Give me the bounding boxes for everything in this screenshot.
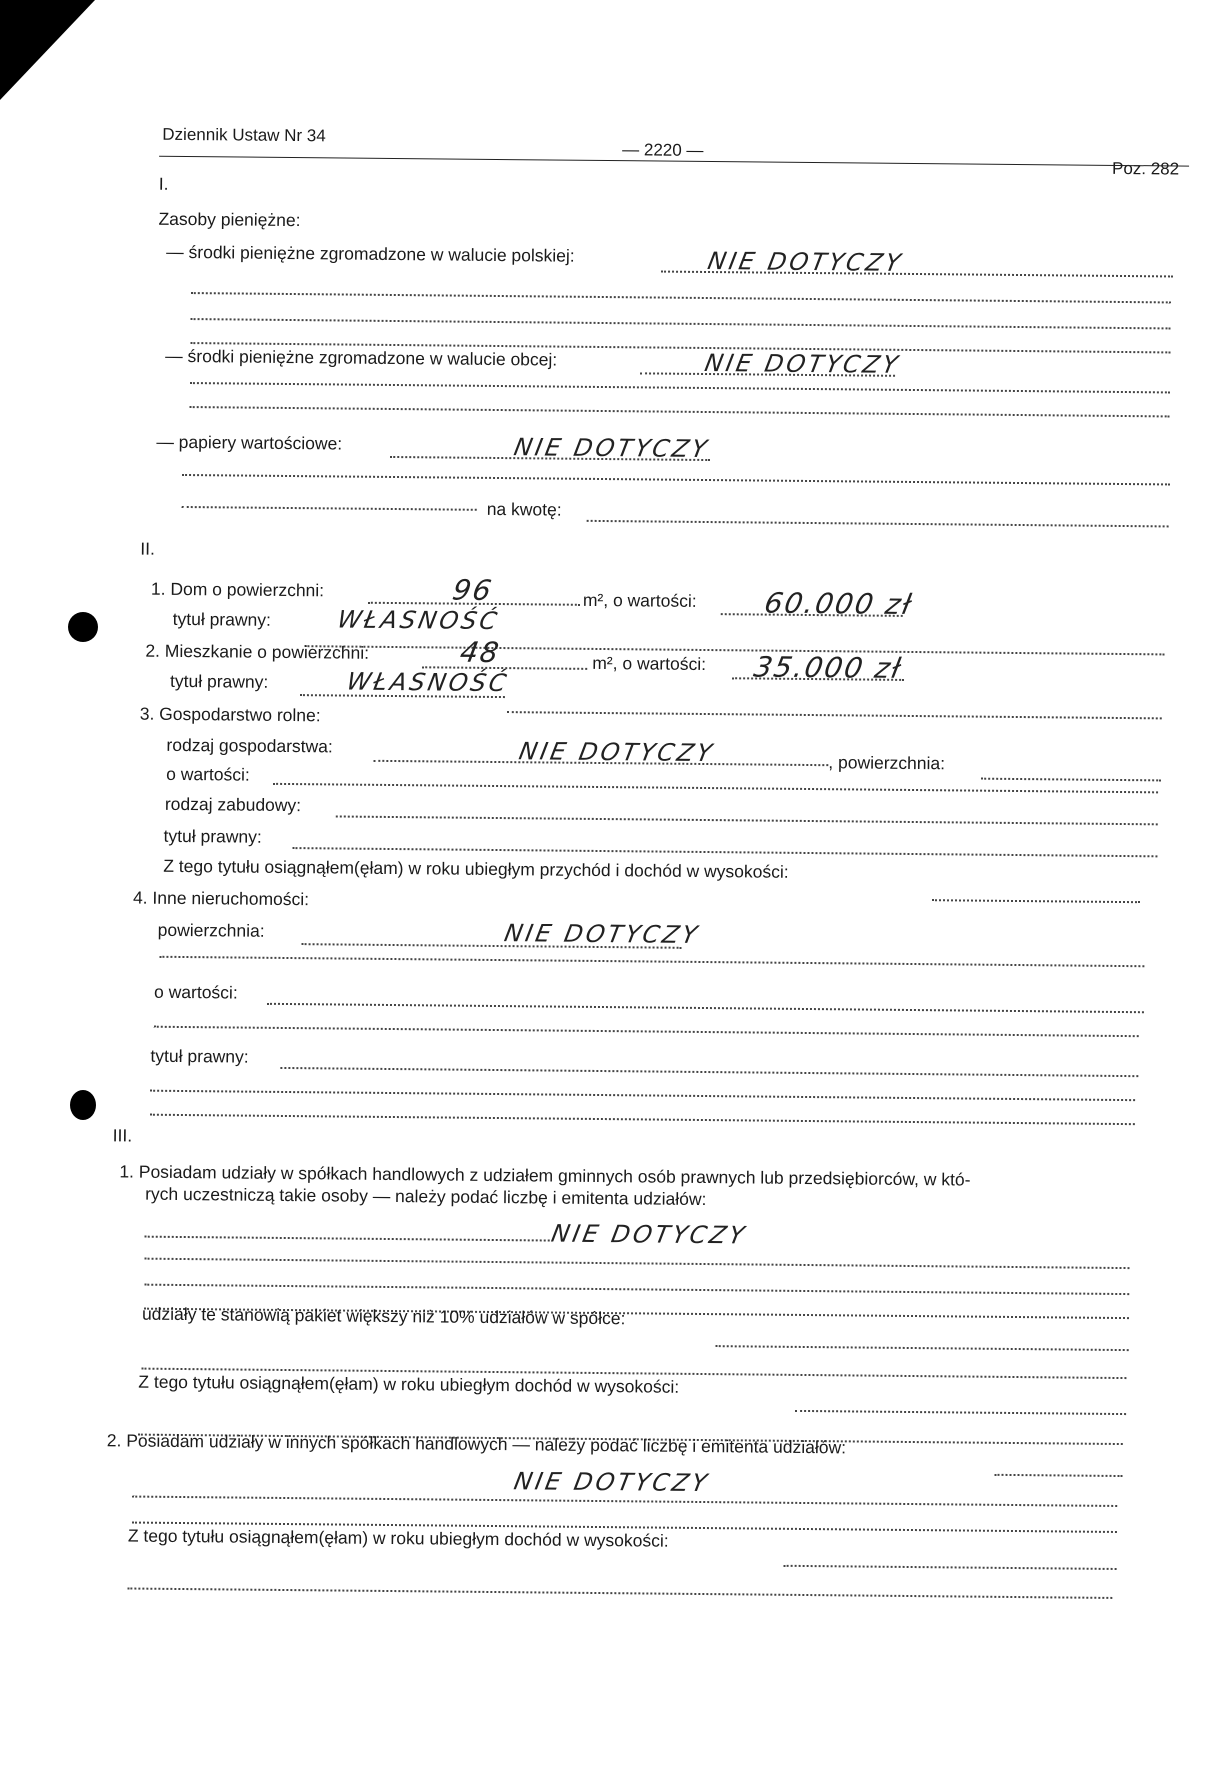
other-title-label: tytuł prawny: xyxy=(150,1045,249,1067)
other-area-value: NIE DOTYCZY xyxy=(502,919,703,949)
securities-label: — papiery wartościowe: xyxy=(156,431,343,454)
polish-currency-value: NIE DOTYCZY xyxy=(705,247,906,277)
flat-label: 2. Mieszkanie o powierzchni: xyxy=(145,640,370,663)
other-property-label: 4. Inne nieruchomości: xyxy=(132,887,310,910)
section-3-numeral: III. xyxy=(112,1125,133,1146)
flat-value-label: m², o wartości: xyxy=(592,652,707,675)
farm-title-line xyxy=(292,847,1157,857)
page-number: — 2220 — xyxy=(622,140,704,160)
farm-label: 3. Gospodarstwo rolne: xyxy=(139,703,321,726)
other-value-label: o wartości: xyxy=(154,981,238,1003)
dotted-line xyxy=(191,292,1171,303)
dotted-line xyxy=(144,1284,1129,1295)
section-2-numeral: II. xyxy=(140,538,156,559)
flat-area-value: 48 xyxy=(457,635,504,670)
dotted-line xyxy=(145,1236,550,1242)
securities-value: NIE DOTYCZY xyxy=(511,433,712,464)
shares-1-line-2: rych uczestniczą takie osoby — należy podać liczbę i emitenta udziałów: xyxy=(145,1183,707,1210)
shares-1-income-line xyxy=(795,1410,1126,1415)
dotted-line xyxy=(182,506,477,511)
farm-type-label: rodzaj gospodarstwa: xyxy=(166,734,333,757)
section-1-title: Zasoby pieniężne: xyxy=(158,208,301,231)
dotted-line xyxy=(191,318,1171,329)
foreign-currency-value: NIE DOTYCZY xyxy=(702,349,903,379)
amount-label: na kwotę: xyxy=(486,498,562,520)
other-title-line xyxy=(280,1067,1138,1077)
dotted-line xyxy=(145,1258,1130,1269)
shares-2-label: 2. Posiadam udziały w innych spółkach handlowych — należy podać liczbę i emitenta udziałów: xyxy=(106,1430,847,1458)
farm-building-line xyxy=(336,815,1158,825)
dotted-line xyxy=(507,711,1162,719)
foreign-currency-label: — środki pieniężne zgromadzone w walucie obcej: xyxy=(165,345,558,370)
dotted-line xyxy=(150,1114,1135,1125)
flat-title-label: tytuł prawny: xyxy=(169,670,269,692)
other-area-label: powierzchnia: xyxy=(157,919,265,941)
house-value: 60.000 zł xyxy=(761,586,916,621)
shares-1-value: NIE DOTYCZY xyxy=(549,1219,750,1250)
farm-area-line xyxy=(981,778,1161,782)
farm-value-label: o wartości: xyxy=(166,763,250,785)
journal-title: Dziennik Ustaw Nr 34 xyxy=(162,124,326,146)
house-label: 1. Dom o powierzchni: xyxy=(150,578,325,601)
package-label: udziały te stanowią pakiet większy niż 10% udziałów w spółce: xyxy=(141,1303,626,1329)
farm-value-line xyxy=(273,783,1158,793)
shares-1-line-1: 1. Posiadam udziały w spółkach handlowych z udziałem gminnych osób prawnych lub przedsiębiorców, w któ- xyxy=(119,1161,971,1190)
dotted-line xyxy=(159,956,1144,967)
house-value-label: m², o wartości: xyxy=(582,589,697,611)
dotted-line xyxy=(190,382,1170,393)
dotted-line xyxy=(154,1026,1139,1037)
farm-income-line xyxy=(932,899,1140,903)
shares-2-income-label: Z tego tytułu osiągnąłem(ęłam) w roku ubiegłym dochód w wysokości: xyxy=(127,1525,669,1551)
shares-2-income-line xyxy=(784,1565,1117,1570)
section-1-numeral: I. xyxy=(158,173,169,194)
dotted-line xyxy=(190,406,1170,417)
farm-area-label: , powierzchnia: xyxy=(828,752,946,774)
house-title-label: tytuł prawny: xyxy=(172,608,272,630)
flat-title-value: WŁASNOŚĆ xyxy=(344,667,512,698)
farm-income-label: Z tego tytułu osiągnąłem(ęłam) w roku ubiegłym przychód i dochód w wysokości: xyxy=(163,855,789,882)
shares-2-value: NIE DOTYCZY xyxy=(511,1467,712,1498)
dotted-line xyxy=(304,645,1164,655)
farm-type-value: NIE DOTYCZY xyxy=(516,737,717,768)
shares-1-income-label: Z tego tytułu osiągnąłem(ęłam) w roku ubiegłym dochód w wysokości: xyxy=(138,1371,680,1397)
dotted-line xyxy=(182,474,1170,485)
house-area-value: 96 xyxy=(449,573,496,607)
amount-line xyxy=(587,520,1169,528)
house-title-value: WŁASNOŚĆ xyxy=(335,605,502,635)
position-number: Poz. 282 xyxy=(1111,158,1180,179)
farm-title-label: tytuł prawny: xyxy=(163,825,262,847)
other-value-line xyxy=(267,1003,1144,1013)
package-line xyxy=(716,1345,1129,1351)
dotted-line xyxy=(150,1090,1135,1101)
farm-building-label: rodzaj zabudowy: xyxy=(164,793,302,816)
flat-value: 35.000 zł xyxy=(751,650,906,685)
dotted-line xyxy=(127,1587,1112,1598)
dotted-line xyxy=(132,1496,1117,1507)
shares-2-line xyxy=(994,1474,1122,1477)
polish-currency-label: — środki pieniężne zgromadzone w walucie polskiej: xyxy=(166,241,575,266)
